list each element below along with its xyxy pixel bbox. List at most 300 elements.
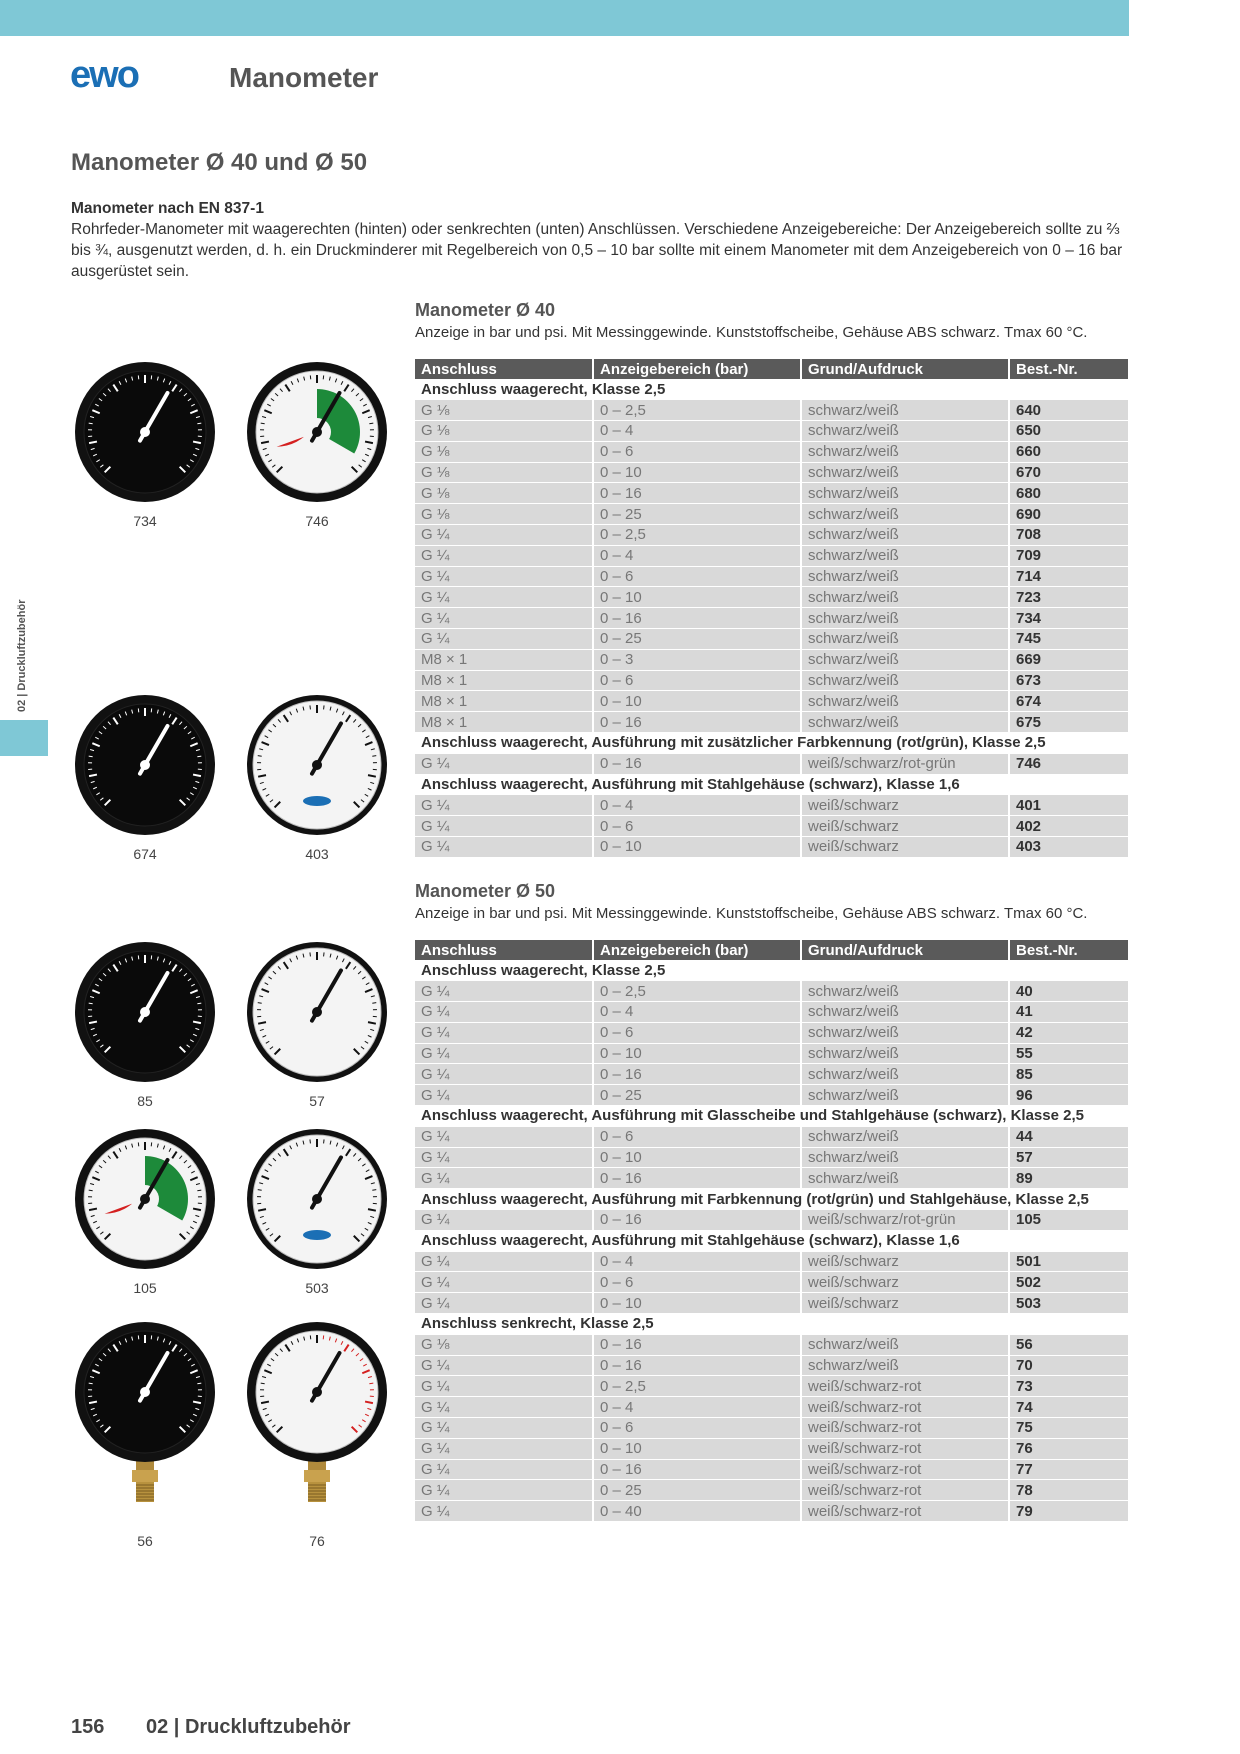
cell-order-number: 75: [1009, 1418, 1129, 1439]
cell-color: schwarz/weiß: [801, 608, 1009, 629]
table-header-row: [415, 359, 1129, 379]
gauge-product-76: [244, 1320, 390, 1549]
gauge-tick: [258, 756, 262, 757]
cell-order-number: 403: [1009, 837, 1129, 858]
cell-range: 0 – 4: [593, 1251, 801, 1272]
cell-order-number: 503: [1009, 1293, 1129, 1314]
cell-range: 0 – 10: [593, 462, 801, 483]
cell-anschluss: G ¼: [415, 1355, 593, 1376]
cell-range: 0 – 6: [593, 1418, 801, 1439]
cell-order-number: 76: [1009, 1438, 1129, 1459]
gauge-tick: [261, 1383, 265, 1384]
cell-color: schwarz/weiß: [801, 670, 1009, 691]
m40-header: [415, 300, 1087, 341]
cell-color: weiß/schwarz: [801, 1272, 1009, 1293]
gauge-product-734: [72, 360, 218, 529]
cell-color: weiß/schwarz-rot: [801, 1501, 1009, 1522]
cell-range: 0 – 40: [593, 1501, 801, 1522]
m50-title: Manometer Ø 50: [415, 881, 556, 901]
cell-color: schwarz/weiß: [801, 1085, 1009, 1106]
cell-anschluss: G ¼: [415, 1002, 593, 1023]
cell-anschluss: G ¼: [415, 1022, 593, 1043]
pressure-gauge-icon: [72, 1320, 218, 1526]
table-row: [415, 525, 1129, 546]
cell-range: 0 – 6: [593, 566, 801, 587]
table-row: [415, 462, 1129, 483]
col-best-nr: Best.-Nr.: [1009, 940, 1129, 960]
table-row: [415, 587, 1129, 608]
cell-anschluss: G ¼: [415, 1251, 593, 1272]
table-row: [415, 1501, 1129, 1522]
cell-color: schwarz/weiß: [801, 1355, 1009, 1376]
cell-range: 0 – 10: [593, 1043, 801, 1064]
gauge-tick: [258, 1190, 262, 1191]
cell-range: 0 – 16: [593, 1064, 801, 1085]
cell-range: 0 – 16: [593, 712, 801, 733]
cell-color: schwarz/weiß: [801, 629, 1009, 650]
gauge-caption: 57: [309, 1093, 325, 1109]
table-row: [415, 1210, 1129, 1231]
cell-anschluss: G ¼: [415, 1085, 593, 1106]
table-row: [415, 400, 1129, 421]
table-row: [415, 1022, 1129, 1043]
gauge-hub: [140, 1387, 150, 1397]
intro-text: Rohrfeder-Manometer mit waagerechten (hinten) oder senkrechten (unten) Anschlüssen. Verschiedene Anzeigebereiche: Der Anzeigebereich sollte zu ⅔ bis ¾, ausgenutzt werden, d. h. ein Druckminderer mit Regelbereich von 0,5 – 10 bar sollte mit einem Manometer mit dem Anzeigebereich von 0 – 16 bar ausgerüstet sein.: [71, 221, 1123, 280]
group-row: [415, 960, 1129, 981]
cell-order-number: 77: [1009, 1459, 1129, 1480]
cell-color: schwarz/weiß: [801, 587, 1009, 608]
cell-color: schwarz/weiß: [801, 1022, 1009, 1043]
cell-range: 0 – 10: [593, 837, 801, 858]
table-row: [415, 1376, 1129, 1397]
gauge-tick: [89, 1383, 93, 1384]
gauge-product-105: [72, 1127, 218, 1296]
cell-anschluss: G ¼: [415, 1168, 593, 1189]
cell-color: weiß/schwarz: [801, 1251, 1009, 1272]
gauge-tick: [89, 756, 93, 757]
gauge-caption: 76: [309, 1533, 325, 1549]
gauge-caption: 85: [137, 1093, 153, 1109]
cell-range: 0 – 25: [593, 629, 801, 650]
col-anschluss: Anschluss: [415, 940, 593, 960]
cell-anschluss: G ¼: [415, 1043, 593, 1064]
cell-order-number: 680: [1009, 483, 1129, 504]
gauge-hub: [140, 1194, 150, 1204]
cell-order-number: 96: [1009, 1085, 1129, 1106]
cell-order-number: 650: [1009, 421, 1129, 442]
table-row: [415, 691, 1129, 712]
cell-order-number: 57: [1009, 1147, 1129, 1168]
cell-range: 0 – 25: [593, 504, 801, 525]
cell-order-number: 690: [1009, 504, 1129, 525]
cell-order-number: 44: [1009, 1126, 1129, 1147]
cell-range: 0 – 6: [593, 1126, 801, 1147]
cell-color: schwarz/weiß: [801, 400, 1009, 421]
gauge-caption: 734: [133, 513, 157, 529]
gauge-brand-mark: [303, 796, 331, 806]
cell-anschluss: G ¼: [415, 1272, 593, 1293]
gauge-caption: 746: [305, 513, 329, 529]
cell-order-number: 673: [1009, 670, 1129, 691]
cell-color: schwarz/weiß: [801, 566, 1009, 587]
cell-range: 0 – 2,5: [593, 981, 801, 1002]
table-row: [415, 545, 1129, 566]
cell-order-number: 85: [1009, 1064, 1129, 1085]
cell-anschluss: G ⅛: [415, 441, 593, 462]
gauge-tick: [89, 1190, 93, 1191]
cell-range: 0 – 6: [593, 1022, 801, 1043]
table-row: [415, 1002, 1129, 1023]
table-row: [415, 1147, 1129, 1168]
cell-order-number: 669: [1009, 649, 1129, 670]
group-heading: Anschluss waagerecht, Ausführung mit zusätzlicher Farbkennung (rot/grün), Klasse 2,5: [415, 733, 1129, 754]
table-row: [415, 483, 1129, 504]
table-row: [415, 1293, 1129, 1314]
table-row: [415, 795, 1129, 816]
col-anzeigebereich: Anzeigebereich (bar): [593, 940, 801, 960]
gauge-hub: [312, 1194, 322, 1204]
gauge-hub: [312, 427, 322, 437]
table-row: [415, 421, 1129, 442]
cell-anschluss: G ¼: [415, 1438, 593, 1459]
cell-order-number: 709: [1009, 545, 1129, 566]
cell-range: 0 – 16: [593, 483, 801, 504]
cell-range: 0 – 4: [593, 795, 801, 816]
intro-paragraph: [71, 198, 1131, 282]
cell-order-number: 745: [1009, 629, 1129, 650]
group-row: [415, 1230, 1129, 1251]
table-row: [415, 1355, 1129, 1376]
cell-range: 0 – 6: [593, 670, 801, 691]
cell-order-number: 78: [1009, 1480, 1129, 1501]
cell-color: schwarz/weiß: [801, 1147, 1009, 1168]
cell-range: 0 – 4: [593, 1397, 801, 1418]
cell-color: weiß/schwarz-rot: [801, 1418, 1009, 1439]
gauge-product-85: [72, 940, 218, 1109]
pressure-gauge-icon: [244, 693, 390, 839]
cell-order-number: 746: [1009, 753, 1129, 774]
cell-color: weiß/schwarz/rot-grün: [801, 1210, 1009, 1231]
cell-range: 0 – 6: [593, 1272, 801, 1293]
cell-color: schwarz/weiß: [801, 545, 1009, 566]
cell-anschluss: M8 × 1: [415, 670, 593, 691]
cell-anschluss: G ¼: [415, 545, 593, 566]
table-row: [415, 1043, 1129, 1064]
cell-range: 0 – 16: [593, 1459, 801, 1480]
cell-order-number: 723: [1009, 587, 1129, 608]
group-row: [415, 1314, 1129, 1335]
cell-color: schwarz/weiß: [801, 441, 1009, 462]
group-row: [415, 733, 1129, 754]
table-row: [415, 1251, 1129, 1272]
cell-anschluss: G ¼: [415, 1147, 593, 1168]
gauge-tick: [372, 1190, 376, 1191]
cell-order-number: 501: [1009, 1251, 1129, 1272]
cell-order-number: 42: [1009, 1022, 1129, 1043]
cell-color: schwarz/weiß: [801, 712, 1009, 733]
table-row: [415, 1126, 1129, 1147]
side-chapter-label: 02 | Druckluftzubehör: [16, 599, 28, 712]
cell-order-number: 41: [1009, 1002, 1129, 1023]
pressure-gauge-icon: [244, 360, 390, 506]
gauge-tick: [369, 423, 373, 424]
cell-order-number: 734: [1009, 608, 1129, 629]
cell-anschluss: G ¼: [415, 1376, 593, 1397]
m40-title: Manometer Ø 40: [415, 300, 556, 320]
table-row: [415, 1459, 1129, 1480]
gauge-caption: 403: [305, 846, 329, 862]
cell-order-number: 670: [1009, 462, 1129, 483]
gauge-tick: [369, 1383, 373, 1384]
gauge-tick: [372, 756, 376, 757]
gauge-hub: [312, 1007, 322, 1017]
gauge-stem: [304, 1470, 330, 1482]
cell-color: weiß/schwarz: [801, 816, 1009, 837]
table-row: [415, 504, 1129, 525]
cell-anschluss: G ⅛: [415, 504, 593, 525]
cell-anschluss: G ¼: [415, 816, 593, 837]
cell-color: schwarz/weiß: [801, 483, 1009, 504]
cell-anschluss: G ¼: [415, 837, 593, 858]
pressure-gauge-icon: [72, 940, 218, 1086]
cell-anschluss: G ¼: [415, 587, 593, 608]
cell-range: 0 – 4: [593, 1002, 801, 1023]
cell-order-number: 56: [1009, 1334, 1129, 1355]
gauge-stem: [132, 1470, 158, 1482]
table-row: [415, 441, 1129, 462]
side-tab-marker: [0, 720, 48, 756]
group-heading: Anschluss waagerecht, Ausführung mit Farbkennung (rot/grün) und Stahlgehäuse, Klasse 2,5: [415, 1189, 1129, 1210]
group-row: [415, 1189, 1129, 1210]
cell-anschluss: G ¼: [415, 1480, 593, 1501]
cell-color: schwarz/weiß: [801, 462, 1009, 483]
gauge-product-503: [244, 1127, 390, 1296]
group-row: [415, 1106, 1129, 1127]
pressure-gauge-icon: [244, 940, 390, 1086]
intro-lead: Manometer nach EN 837-1: [71, 200, 264, 217]
cell-order-number: 402: [1009, 816, 1129, 837]
cell-color: schwarz/weiß: [801, 1043, 1009, 1064]
top-accent-bar: [0, 0, 1129, 36]
gauge-caption: 503: [305, 1280, 329, 1296]
gauge-hub: [312, 760, 322, 770]
table-row: [415, 981, 1129, 1002]
gauge-product-57: [244, 940, 390, 1109]
page-title: Manometer: [229, 62, 379, 93]
gauge-brand-mark: [303, 1230, 331, 1240]
cell-range: 0 – 16: [593, 1210, 801, 1231]
group-row: [415, 379, 1129, 400]
table-row: [415, 1418, 1129, 1439]
gauge-tick: [258, 1003, 262, 1004]
cell-anschluss: M8 × 1: [415, 691, 593, 712]
group-heading: Anschluss waagerecht, Klasse 2,5: [415, 960, 1129, 981]
pressure-gauge-icon: [244, 1320, 390, 1526]
gauge-tick: [197, 1003, 201, 1004]
cell-order-number: 401: [1009, 795, 1129, 816]
col-anschluss: Anschluss: [415, 359, 593, 379]
gauge-tick: [89, 1003, 93, 1004]
cell-range: 0 – 10: [593, 587, 801, 608]
gauge-caption: 105: [133, 1280, 157, 1296]
cell-anschluss: G ¼: [415, 629, 593, 650]
cell-color: schwarz/weiß: [801, 525, 1009, 546]
cell-range: 0 – 2,5: [593, 400, 801, 421]
cell-color: weiß/schwarz-rot: [801, 1480, 1009, 1501]
cell-order-number: 55: [1009, 1043, 1129, 1064]
cell-range: 0 – 3: [593, 649, 801, 670]
table-row: [415, 1064, 1129, 1085]
cell-color: weiß/schwarz-rot: [801, 1376, 1009, 1397]
m40-description: Anzeige in bar und psi. Mit Messinggewinde. Kunststoffscheibe, Gehäuse ABS schwarz. Tmax 60 °C.: [415, 324, 1088, 341]
cell-range: 0 – 10: [593, 691, 801, 712]
group-heading: Anschluss waagerecht, Ausführung mit Glasscheibe und Stahlgehäuse (schwarz), Klasse 2,5: [415, 1106, 1129, 1127]
cell-order-number: 89: [1009, 1168, 1129, 1189]
cell-color: schwarz/weiß: [801, 1168, 1009, 1189]
gauge-tick: [197, 423, 201, 424]
cell-color: schwarz/weiß: [801, 691, 1009, 712]
cell-range: 0 – 4: [593, 421, 801, 442]
table-row: [415, 753, 1129, 774]
group-heading: Anschluss waagerecht, Klasse 2,5: [415, 379, 1129, 400]
table-row: [415, 1272, 1129, 1293]
cell-range: 0 – 25: [593, 1085, 801, 1106]
cell-range: 0 – 2,5: [593, 1376, 801, 1397]
footer-chapter-label: 02 | Druckluftzubehör: [146, 1716, 351, 1738]
cell-range: 0 – 16: [593, 608, 801, 629]
cell-range: 0 – 25: [593, 1480, 801, 1501]
cell-color: weiß/schwarz-rot: [801, 1438, 1009, 1459]
group-heading: Anschluss waagerecht, Ausführung mit Stahlgehäuse (schwarz), Klasse 1,6: [415, 1230, 1129, 1251]
col-grund-aufdruck: Grund/Aufdruck: [801, 940, 1009, 960]
table-row: [415, 566, 1129, 587]
table-row: [415, 629, 1129, 650]
cell-anschluss: G ¼: [415, 1126, 593, 1147]
cell-anschluss: G ¼: [415, 608, 593, 629]
group-heading: Anschluss senkrecht, Klasse 2,5: [415, 1314, 1129, 1335]
cell-range: 0 – 10: [593, 1293, 801, 1314]
gauge-tick: [197, 756, 201, 757]
table-row: [415, 1397, 1129, 1418]
table-row: [415, 608, 1129, 629]
cell-color: schwarz/weiß: [801, 981, 1009, 1002]
gauge-product-674: [72, 693, 218, 862]
table-row: [415, 1438, 1129, 1459]
col-best-nr: Best.-Nr.: [1009, 359, 1129, 379]
cell-anschluss: G ¼: [415, 525, 593, 546]
cell-color: weiß/schwarz: [801, 837, 1009, 858]
table-row: [415, 1480, 1129, 1501]
ewo-logo: [70, 58, 170, 92]
cell-order-number: 74: [1009, 1397, 1129, 1418]
cell-order-number: 73: [1009, 1376, 1129, 1397]
cell-range: 0 – 16: [593, 1168, 801, 1189]
cell-order-number: 660: [1009, 441, 1129, 462]
cell-anschluss: G ¼: [415, 981, 593, 1002]
page-number: 156: [71, 1716, 105, 1738]
table-row: [415, 1168, 1129, 1189]
m50-table: [415, 940, 1130, 1522]
cell-color: schwarz/weiß: [801, 1064, 1009, 1085]
cell-range: 0 – 2,5: [593, 525, 801, 546]
table-row: [415, 1085, 1129, 1106]
col-grund-aufdruck: Grund/Aufdruck: [801, 359, 1009, 379]
section-title: Manometer Ø 40 und Ø 50: [71, 149, 368, 176]
cell-range: 0 – 10: [593, 1147, 801, 1168]
m50-description: Anzeige in bar und psi. Mit Messinggewinde. Kunststoffscheibe, Gehäuse ABS schwarz. Tmax 60 °C.: [415, 905, 1088, 922]
cell-anschluss: G ¼: [415, 1397, 593, 1418]
cell-order-number: 674: [1009, 691, 1129, 712]
gauge-tick: [261, 423, 265, 424]
cell-anschluss: G ¼: [415, 1293, 593, 1314]
cell-range: 0 – 16: [593, 1355, 801, 1376]
table-row: [415, 816, 1129, 837]
table-row: [415, 670, 1129, 691]
cell-anschluss: G ⅛: [415, 421, 593, 442]
cell-anschluss: G ⅛: [415, 483, 593, 504]
cell-order-number: 105: [1009, 1210, 1129, 1231]
cell-anschluss: M8 × 1: [415, 712, 593, 733]
table-row: [415, 649, 1129, 670]
cell-order-number: 79: [1009, 1501, 1129, 1522]
m50-header: [415, 881, 1087, 922]
cell-order-number: 708: [1009, 525, 1129, 546]
table-row: [415, 837, 1129, 858]
cell-color: schwarz/weiß: [801, 1126, 1009, 1147]
cell-color: weiß/schwarz-rot: [801, 1459, 1009, 1480]
cell-anschluss: G ¼: [415, 566, 593, 587]
gauge-product-746: [244, 360, 390, 529]
cell-order-number: 640: [1009, 400, 1129, 421]
gauge-hub: [312, 1387, 322, 1397]
gauge-tick: [89, 423, 93, 424]
cell-order-number: 40: [1009, 981, 1129, 1002]
cell-anschluss: G ⅛: [415, 1334, 593, 1355]
gauge-tick: [197, 1383, 201, 1384]
cell-order-number: 70: [1009, 1355, 1129, 1376]
m40-table: [415, 359, 1130, 858]
cell-anschluss: G ⅛: [415, 400, 593, 421]
cell-color: schwarz/weiß: [801, 1002, 1009, 1023]
ewo-logo-text: ewo: [70, 58, 138, 92]
pressure-gauge-icon: [72, 693, 218, 839]
pressure-gauge-icon: [72, 360, 218, 506]
cell-anschluss: M8 × 1: [415, 649, 593, 670]
cell-anschluss: G ¼: [415, 1501, 593, 1522]
cell-color: weiß/schwarz: [801, 1293, 1009, 1314]
cell-anschluss: G ¼: [415, 1210, 593, 1231]
cell-color: weiß/schwarz/rot-grün: [801, 753, 1009, 774]
cell-color: schwarz/weiß: [801, 1334, 1009, 1355]
cell-anschluss: G ⅛: [415, 462, 593, 483]
table-row: [415, 712, 1129, 733]
cell-color: schwarz/weiß: [801, 421, 1009, 442]
gauge-hub: [140, 1007, 150, 1017]
group-row: [415, 774, 1129, 795]
cell-range: 0 – 6: [593, 441, 801, 462]
gauge-caption: 674: [133, 846, 157, 862]
cell-range: 0 – 4: [593, 545, 801, 566]
cell-color: schwarz/weiß: [801, 649, 1009, 670]
cell-order-number: 714: [1009, 566, 1129, 587]
cell-range: 0 – 6: [593, 816, 801, 837]
cell-color: weiß/schwarz-rot: [801, 1397, 1009, 1418]
cell-anschluss: G ¼: [415, 1459, 593, 1480]
table-row: [415, 1334, 1129, 1355]
cell-range: 0 – 16: [593, 1334, 801, 1355]
col-anzeigebereich: Anzeigebereich (bar): [593, 359, 801, 379]
gauge-tick: [197, 1190, 201, 1191]
